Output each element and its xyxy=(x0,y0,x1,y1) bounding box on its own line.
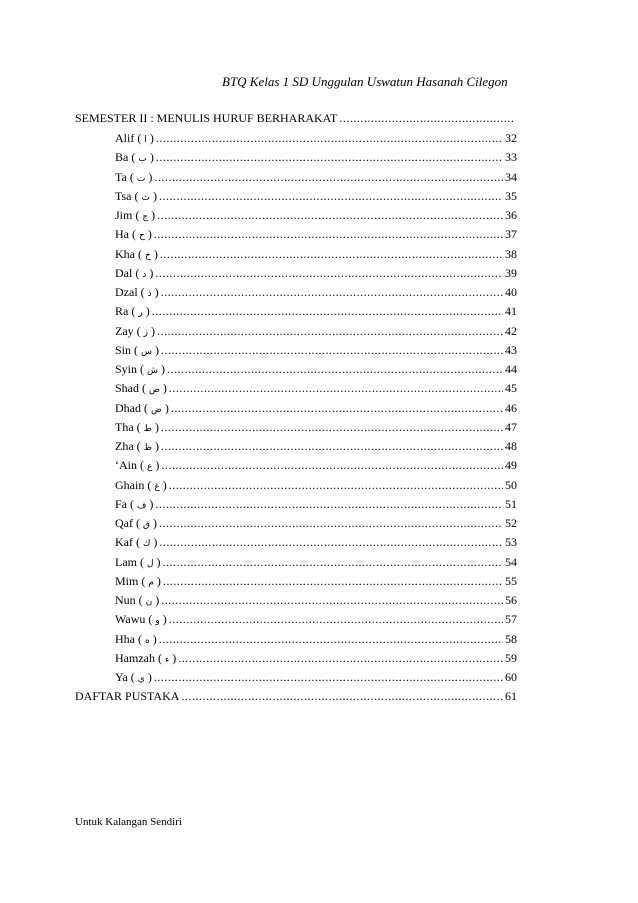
toc-entry xyxy=(115,401,517,415)
toc-entry-label: Alif ( ا ) xyxy=(115,131,154,145)
toc-entry xyxy=(115,247,517,261)
toc-entry xyxy=(115,535,517,549)
toc-leader-dots xyxy=(152,304,503,318)
toc-entry-arabic-letter: ظ xyxy=(143,443,152,453)
toc-entry-arabic-letter: ش xyxy=(147,366,159,376)
toc-entry-name: Hha xyxy=(115,631,135,646)
toc-entry-name: Tha xyxy=(115,419,134,434)
toc-leader-dots xyxy=(161,458,503,472)
toc-entry-page: 56 xyxy=(505,593,517,607)
toc-section-label: SEMESTER II : MENULIS HURUF BERHARAKAT xyxy=(75,111,338,125)
toc-entry xyxy=(115,478,517,492)
toc-entry xyxy=(115,439,517,453)
toc-entry-name: Alif xyxy=(115,131,135,145)
toc-entry-name: Hamzah xyxy=(115,650,155,665)
toc-entry-label: Syin ( ش ) xyxy=(115,362,166,376)
toc-entry-name: Wawu xyxy=(115,612,146,627)
header-title: BTQ Kelas 1 SD Unggulan Uswatun Hasanah Cilegon xyxy=(222,74,508,89)
toc-entry-page: 40 xyxy=(505,285,517,299)
toc-entry-page: 33 xyxy=(505,150,517,165)
toc-entry xyxy=(115,150,517,164)
toc-leader-dots xyxy=(159,516,503,530)
toc-entry-page: 36 xyxy=(505,208,517,222)
toc-entry-name: Zha xyxy=(115,439,134,453)
toc-entry-label: Kaf ( ك ) xyxy=(115,535,158,550)
toc-entry-arabic-letter: ر xyxy=(138,308,143,319)
toc-entry-name: Mim xyxy=(115,573,139,588)
toc-leader-dots xyxy=(339,111,515,125)
toc-entry-name: Ba xyxy=(115,150,129,165)
toc-entry-label: Ha ( ح ) xyxy=(115,227,152,242)
toc-entry xyxy=(115,189,517,203)
toc-entry-page: 48 xyxy=(505,439,517,453)
toc-entry-page: 51 xyxy=(505,496,517,511)
toc-entry xyxy=(115,497,517,511)
toc-entry xyxy=(115,651,517,665)
toc-entry-name: Kha xyxy=(115,246,135,261)
toc-entry xyxy=(115,593,517,607)
toc-entry-name: Dhad xyxy=(115,400,141,415)
toc-leader-dots xyxy=(156,131,503,145)
toc-entry-name: Kaf xyxy=(115,535,133,550)
toc-entry-arabic-letter: ا xyxy=(144,135,147,145)
toc-leader-dots xyxy=(161,439,503,453)
toc-entry-label: Dal ( د ) xyxy=(115,265,154,280)
toc-entry xyxy=(115,170,517,184)
toc-entry xyxy=(115,555,517,569)
toc-entry-arabic-letter: ن xyxy=(145,597,153,607)
toc-entry xyxy=(115,420,517,434)
toc-leader-dots xyxy=(155,266,503,280)
toc-entry-name: Tsa xyxy=(115,188,132,203)
toc-entry-label: Zha ( ظ ) xyxy=(115,439,159,453)
toc-entry-page: 57 xyxy=(505,612,517,627)
toc-leader-dots xyxy=(157,208,503,222)
toc-entry-label: Ba ( ب ) xyxy=(115,150,154,165)
toc-entry-label: Tha ( ط ) xyxy=(115,419,159,434)
toc-entry-name: Jim xyxy=(115,208,133,222)
toc-bibliography-page: 61 xyxy=(505,689,517,703)
toc-leader-dots xyxy=(181,689,503,703)
toc-entry-label: Nun ( ن ) xyxy=(115,593,160,607)
toc-entry-label: ‘Ain ( ع ) xyxy=(115,458,160,473)
toc-leader-dots xyxy=(169,612,503,626)
toc-leader-dots xyxy=(171,401,503,415)
toc-entry-name: Lam xyxy=(115,554,137,569)
toc-leader-dots xyxy=(159,632,503,646)
toc-leader-dots xyxy=(159,189,503,203)
toc-entry-name: Sin xyxy=(115,342,132,357)
toc-entry-page: 58 xyxy=(505,631,517,646)
toc-entry-label: Jim ( ج ) xyxy=(115,208,156,222)
toc-entry-label: Zay ( ز ) xyxy=(115,323,156,338)
toc-entry-arabic-letter: ع xyxy=(147,462,153,473)
toc-entry-label: Sin ( س ) xyxy=(115,342,160,357)
toc-entry-arabic-letter: ك xyxy=(143,539,151,550)
toc-entry-name: Shad xyxy=(115,381,139,396)
toc-leader-dots xyxy=(154,170,503,184)
toc-entry xyxy=(115,458,517,472)
toc-entry-name: Ta xyxy=(115,169,127,184)
toc-entry xyxy=(115,381,517,395)
toc-entry-arabic-letter: ب xyxy=(138,154,147,165)
toc-entry-arabic-letter: ط xyxy=(143,423,152,434)
toc-entry-name: Zay xyxy=(115,323,134,338)
toc-entry xyxy=(115,343,517,357)
toc-leader-dots xyxy=(154,227,503,241)
toc-entry-label: Ghain ( غ ) xyxy=(115,477,167,492)
toc-entry xyxy=(115,266,517,280)
toc-section-semester-2 xyxy=(75,111,517,125)
toc-entry-label: Lam ( ل ) xyxy=(115,554,161,569)
toc-leader-dots xyxy=(161,420,503,434)
toc-entry-arabic-letter: ذ xyxy=(147,289,152,299)
toc-entry-arabic-letter: ض xyxy=(151,404,162,415)
toc-entry-page: 53 xyxy=(505,535,517,550)
toc-leader-dots xyxy=(169,478,503,492)
toc-entry-page: 43 xyxy=(505,342,517,357)
toc-entry-label: Fa ( ف ) xyxy=(115,496,154,511)
toc-leader-dots xyxy=(156,150,503,164)
toc-entry-label: Qaf ( ق ) xyxy=(115,516,157,530)
toc-entry-label: Dhad ( ض ) xyxy=(115,400,169,415)
toc-entry-arabic-letter: ه xyxy=(145,635,150,646)
toc-entry-page: 37 xyxy=(505,227,517,242)
toc-entry-page: 38 xyxy=(505,246,517,261)
toc-entry-arabic-letter: ت xyxy=(136,173,146,184)
toc-leader-dots xyxy=(167,362,503,376)
toc-entry-label: Ta ( ت ) xyxy=(115,169,153,184)
toc-entry-page: 55 xyxy=(505,573,517,588)
toc-entry-page: 42 xyxy=(505,323,517,338)
toc-entry-name: Ghain xyxy=(115,477,145,492)
toc-leader-dots xyxy=(159,535,503,549)
toc-entry xyxy=(115,632,517,646)
toc-entry xyxy=(115,304,517,318)
toc-entry-page: 39 xyxy=(505,265,517,280)
toc-entry xyxy=(115,208,517,222)
toc-entry-page: 44 xyxy=(505,362,517,376)
toc-entry-page: 46 xyxy=(505,400,517,415)
toc-bibliography-label: DAFTAR PUSTAKA xyxy=(75,689,180,703)
toc-leader-dots xyxy=(155,497,503,511)
toc-entry-page: 52 xyxy=(505,516,517,530)
toc-entry-label: Hha ( ه ) xyxy=(115,631,157,646)
toc-leader-dots xyxy=(161,343,503,357)
toc-entry-arabic-letter: ي xyxy=(137,674,145,684)
toc-entry-name: Ya xyxy=(115,670,128,684)
toc-entry-arabic-letter: س xyxy=(141,346,153,357)
toc-entry-label: Wawu ( و ) xyxy=(115,612,167,627)
toc-entry-arabic-letter: غ xyxy=(154,481,160,492)
toc-entry-arabic-letter: خ xyxy=(145,250,151,261)
toc-entry-name: ‘Ain xyxy=(115,458,137,473)
toc-leader-dots xyxy=(163,574,503,588)
toc-entry-page: 49 xyxy=(505,458,517,473)
toc-entry-name: Dal xyxy=(115,265,133,280)
toc-entry-label: Kha ( خ ) xyxy=(115,246,158,261)
toc-entry-arabic-letter: ص xyxy=(149,385,160,396)
toc-entry-label: Tsa ( ث ) xyxy=(115,188,157,203)
toc-entry xyxy=(115,516,517,530)
toc-entry xyxy=(115,324,517,338)
toc-entry-label: Hamzah ( ء ) xyxy=(115,650,177,665)
toc-entry xyxy=(115,574,517,588)
toc-entry-page: 41 xyxy=(505,304,517,319)
toc-entry-arabic-letter: و xyxy=(155,616,160,627)
toc-leader-dots xyxy=(161,285,503,299)
toc-entry-name: Nun xyxy=(115,593,136,607)
toc-entry-arabic-letter: م xyxy=(148,577,154,588)
toc-entry-page: 34 xyxy=(505,169,517,184)
toc-leader-dots xyxy=(160,247,503,261)
toc-entry-page: 45 xyxy=(505,381,517,396)
toc-entry-name: Ha xyxy=(115,227,129,242)
toc-entry xyxy=(115,670,517,684)
toc-entry-name: Dzal xyxy=(115,285,138,299)
toc-entry-arabic-letter: ء xyxy=(164,654,170,665)
toc-entry-name: Fa xyxy=(115,496,127,511)
toc-entry xyxy=(115,612,517,626)
toc-entry-label: Ya ( ي ) xyxy=(115,670,152,684)
page-footer: Untuk Kalangan Sendiri xyxy=(75,816,182,828)
toc-entry-arabic-letter: ل xyxy=(147,558,154,569)
toc-leader-dots xyxy=(161,593,503,607)
toc-leader-dots xyxy=(178,651,503,665)
toc-entry-name: Ra xyxy=(115,304,129,319)
toc-entry-page: 59 xyxy=(505,650,517,665)
toc-leader-dots xyxy=(154,670,503,684)
toc-entry-bibliography xyxy=(75,689,517,703)
toc-entry-page: 54 xyxy=(505,554,517,569)
toc-leader-dots xyxy=(163,555,503,569)
toc-entry-page: 32 xyxy=(505,131,517,145)
toc-entry-page: 50 xyxy=(505,477,517,492)
toc-entry-arabic-letter: ف xyxy=(137,500,147,511)
toc-entry xyxy=(115,227,517,241)
toc-entry xyxy=(115,362,517,376)
toc-entry-page: 60 xyxy=(505,670,517,684)
toc-entry-name: Syin xyxy=(115,362,138,376)
toc-entry-arabic-letter: ح xyxy=(139,231,145,242)
toc-entry-label: Shad ( ص ) xyxy=(115,381,167,396)
toc-entry-arabic-letter: ج xyxy=(142,212,149,222)
toc-entry-arabic-letter: ق xyxy=(143,520,150,530)
toc-entry xyxy=(115,131,517,145)
toc-entry xyxy=(115,285,517,299)
toc-entry-arabic-letter: ث xyxy=(141,192,150,203)
toc-entry-name: Qaf xyxy=(115,516,133,530)
toc-leader-dots xyxy=(169,381,503,395)
toc-entry-label: Dzal ( ذ ) xyxy=(115,285,159,299)
toc-entry-arabic-letter: د xyxy=(142,269,147,280)
toc-entry-label: Ra ( ر ) xyxy=(115,304,150,319)
toc-entry-page: 35 xyxy=(505,188,517,203)
toc-entry-page: 47 xyxy=(505,419,517,434)
toc-entry-label: Mim ( م ) xyxy=(115,573,161,588)
toc-entry-arabic-letter: ز xyxy=(143,327,149,338)
toc-leader-dots xyxy=(157,324,503,338)
